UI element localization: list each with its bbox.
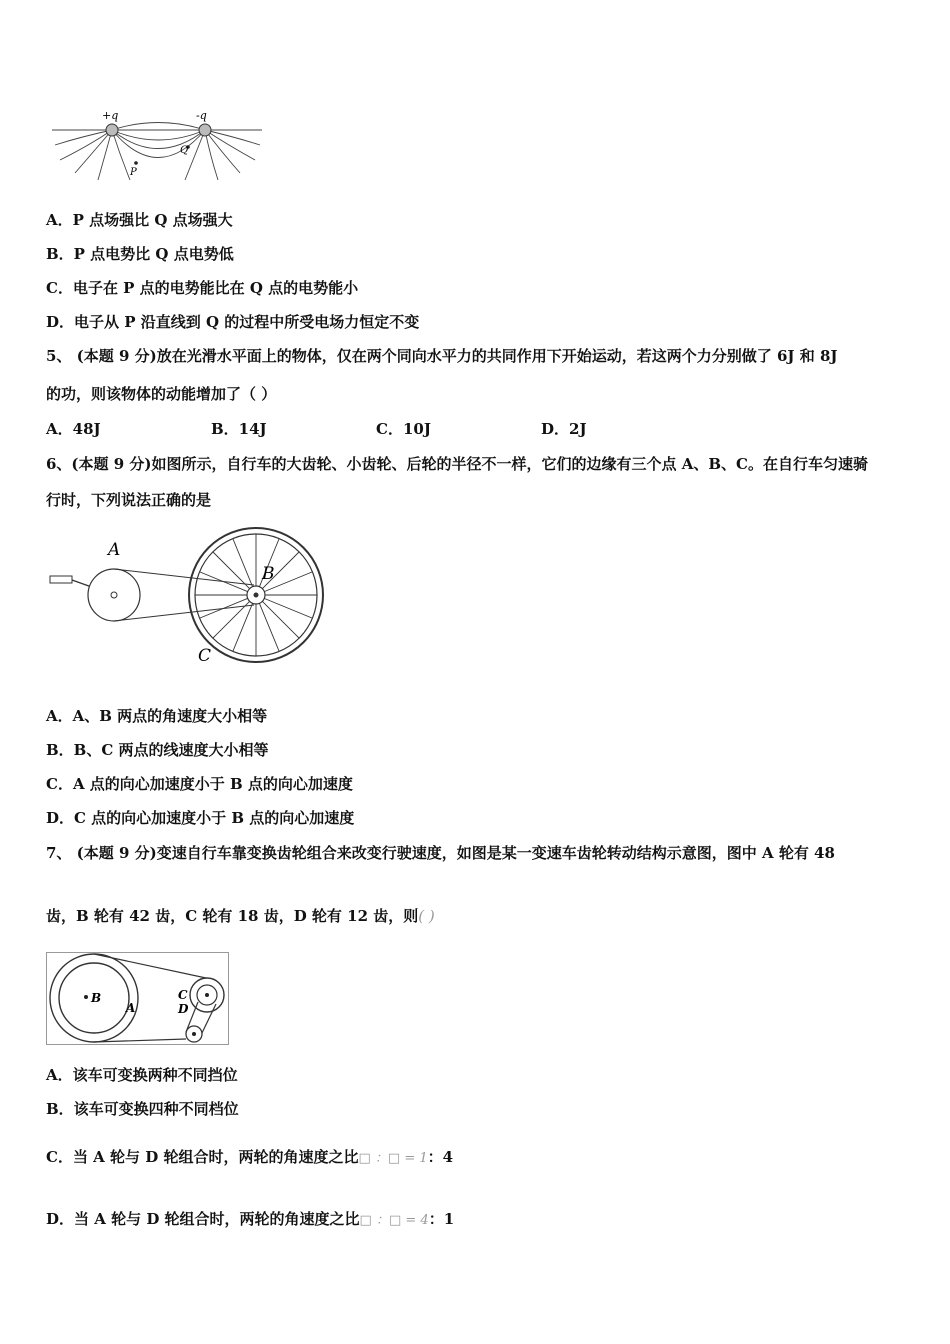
gear-b-label: B [91,991,102,1005]
point-q-label: Q [180,145,189,156]
positive-charge-label: +q [102,109,119,122]
point-p-label: P [130,167,137,178]
q5-stem-line1: 5、 (本题 9 分)放在光滑水平面上的物体，仅在两个同向水平力的共同作用下开始运动，若这两个力分别做了 6J 和 8J [46,347,838,365]
q7-stem-line2 [46,905,435,927]
electric-field-figure [50,105,265,183]
point-a-label: A [108,540,121,560]
point-c-label: C [198,646,212,666]
q5-options [46,418,641,439]
q4-option-c: C．电子在 P 点的电势能比在 Q 点的电势能小 [46,279,359,297]
gear-a-label: A [126,1001,136,1015]
gear-c-label: C [178,988,188,1002]
q7-stem-paren: ( ) [418,907,435,925]
q5-stem-line2: 的功，则该物体的动能增加了（ ） [46,385,277,403]
q4-option-b: B．P 点电势比 Q 点电势低 [46,245,234,263]
q7-option-c-tail: ：4 [427,1148,454,1166]
q4-option-d: D．电子从 P 沿直线到 Q 的过程中所受电场力恒定不变 [46,313,420,331]
q6-option-b: B．B、C 两点的线速度大小相等 [46,741,269,759]
q7-option-c-text: C．当 A 轮与 D 轮组合时，两轮的角速度之比 [46,1148,359,1166]
q7-option-c [46,1146,453,1170]
q6-stem-line1: 6、(本题 9 分)如图所示，自行车的大齿轮、小齿轮、后轮的半径不一样，它们的边缘有三个点 A、B、C。在自行车匀速骑 [46,455,868,473]
q4-option-a: A．P 点场强比 Q 点场强大 [46,211,233,229]
q6-option-d: D．C 点的向心加速度小于 B 点的向心加速度 [46,809,355,827]
q7-option-c-formula: □ ：□ = 1 [358,1151,428,1166]
gear-d-label: D [178,1002,189,1016]
q7-stem-line1: 7、 (本题 9 分)变速自行车靠变换齿轮组合来改变行驶速度，如图是某一变速车齿轮转动结构示意图，图中 A 轮有 48 [46,844,835,862]
q5-option-a: A．48J [46,420,101,438]
q7-option-d-formula: □ ：□ = 4 [359,1213,429,1228]
q5-option-c: C．10J [376,420,431,438]
point-b-label: B [262,564,275,584]
q7-stem-text: 齿，B 轮有 42 齿，C 轮有 18 齿，D 轮有 12 齿，则 [46,907,419,925]
q5-option-b: B．14J [211,420,267,438]
bicycle-gear-figure [46,525,331,670]
q7-option-d-tail: ：1 [428,1210,455,1228]
q7-option-a: A．该车可变换两种不同挡位 [46,1066,238,1084]
q7-option-d-text: D．当 A 轮与 D 轮组合时，两轮的角速度之比 [46,1210,360,1228]
q6-option-c: C．A 点的向心加速度小于 B 点的向心加速度 [46,775,353,793]
q6-option-a: A．A、B 两点的角速度大小相等 [46,707,268,725]
negative-charge-label: -q [196,109,207,122]
q5-option-d: D．2J [541,420,587,438]
q7-option-b: B．该车可变换四种不同档位 [46,1100,239,1118]
variable-gear-figure [46,952,230,1046]
q6-stem-line2: 行时，下列说法正确的是 [46,491,212,509]
q7-option-d [46,1208,454,1232]
